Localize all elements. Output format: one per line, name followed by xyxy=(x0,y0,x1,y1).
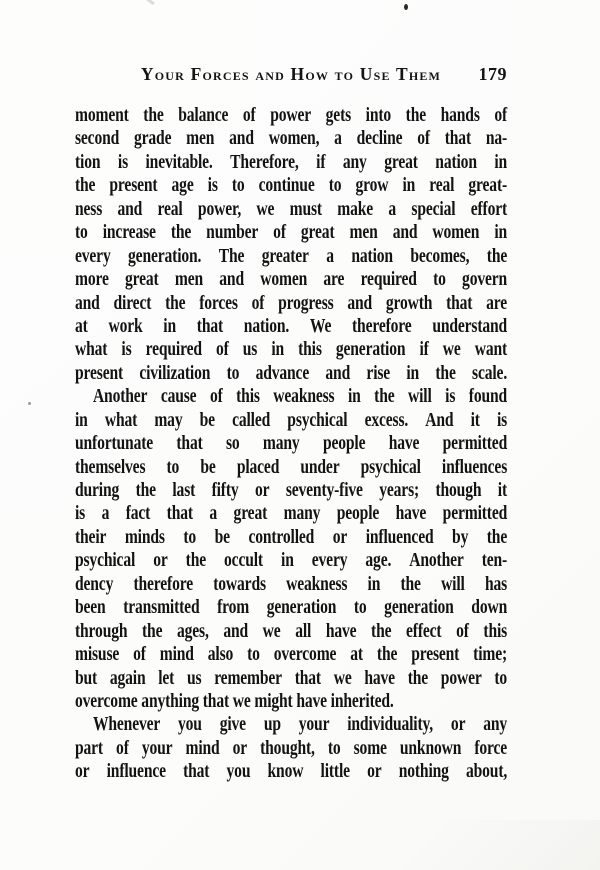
text-line-p2-4: themselves to be placed under psychical influences xyxy=(75,455,508,478)
text-line-p2-12: misuse of mind also to overcome at the present time; xyxy=(75,643,508,666)
text-line-p1-5: ness and real power, we must make a special effort xyxy=(75,197,508,220)
text-line-p1-9: and direct the forces of progress and growth that are xyxy=(75,291,508,314)
running-title: Your Forces and How to Use Them xyxy=(140,64,442,84)
text-line-p2-10: been transmitted from generation to generation down xyxy=(75,596,508,619)
text-line-p2-11: through the ages, and we all have the effect of this xyxy=(75,619,508,642)
text-line-p1-11: what is required of us in this generation if we want xyxy=(75,338,508,361)
text-line-p1-8: more great men and women are required to govern xyxy=(75,268,508,291)
text-line-p2-1: Another cause of this weakness in the will is found xyxy=(92,385,508,408)
text-line-p1-3: tion is inevitable. Therefore, if any great nation in xyxy=(75,150,508,173)
text-line-p3-1: Whenever you give up your individuality, or any xyxy=(92,713,508,736)
scan-edge-shading xyxy=(340,820,600,870)
text-line-p2-2: in what may be called psychical excess. And it is xyxy=(75,408,508,431)
text-line-p1-6: to increase the number of great men and women in xyxy=(75,221,508,244)
page-number: 179 xyxy=(478,64,507,84)
text-line-p1-4: the present age is to continue to grow in real great- xyxy=(75,174,508,197)
text-line-p2-6: is a fact that a great many people have permitted xyxy=(75,502,508,525)
scan-speck xyxy=(404,4,408,10)
scan-speck xyxy=(28,402,31,405)
text-line-p2-9: dency therefore towards weakness in the will has xyxy=(75,572,508,595)
text-line-p1-7: every generation. The greater a nation becomes, the xyxy=(75,244,508,267)
page-header xyxy=(75,64,507,90)
text-line-p1-2: second grade men and women, a decline of that na- xyxy=(75,127,508,150)
text-line-p2-5: during the last fifty or seventy-five years; though it xyxy=(75,479,508,501)
text-line-p2-8: psychical or the occult in every age. Another ten- xyxy=(75,549,508,572)
text-line-p1-10: at work in that nation. We therefore understand xyxy=(75,314,508,337)
text-line-p3-3: or influence that you know little or nothing about, xyxy=(75,760,508,783)
scan-speck xyxy=(146,0,155,5)
text-line-p2-7: their minds to be controlled or influenced by the xyxy=(75,525,508,548)
text-line-p2-14: overcome anything that we might have inherited. xyxy=(75,689,394,712)
body-text xyxy=(75,104,507,784)
text-line-p1-1: moment the balance of power gets into the hands of xyxy=(75,104,508,126)
text-line-p2-13: but again let us remember that we have the power to xyxy=(75,666,508,689)
text-line-p1-12: present civilization to advance and rise in the scale. xyxy=(75,361,508,384)
text-line-p3-2: part of your mind or thought, to some unknown force xyxy=(75,736,508,759)
text-line-p2-3: unfortunate that so many people have permitted xyxy=(75,432,508,455)
